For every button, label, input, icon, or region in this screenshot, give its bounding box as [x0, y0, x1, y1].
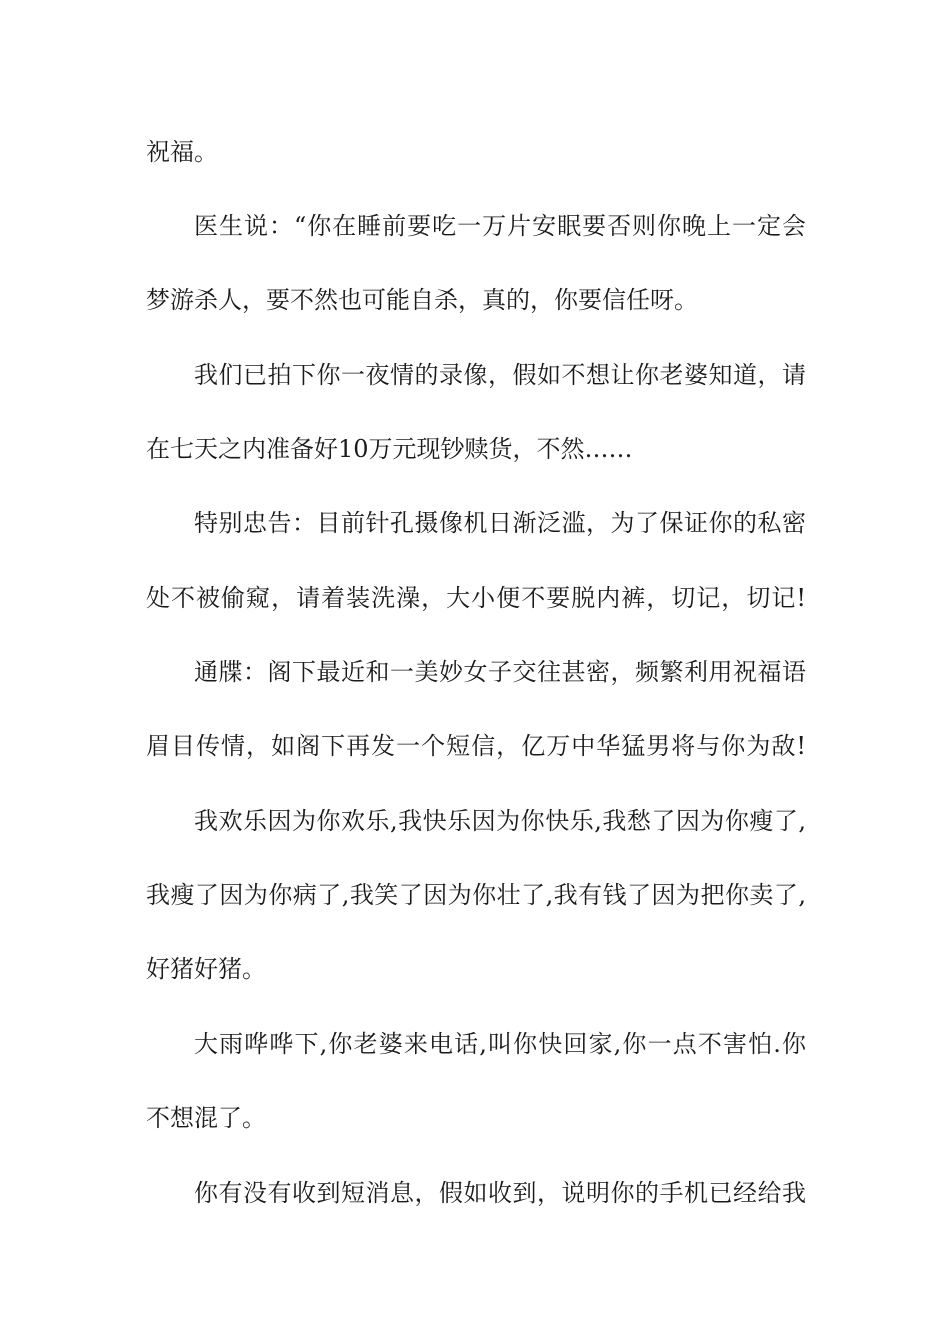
text-line-9: 眉目传情，如阁下再发一个短信，亿万中华猛男将与你为敌! [146, 732, 806, 760]
text-line-1: 祝福。 [146, 138, 218, 166]
text-line-7: 处不被偷窥，请着装洗澡，大小便不要脱内裤，切记，切记! [146, 584, 806, 612]
text-line-12: 好猪好猪。 [146, 955, 266, 983]
text-line-6: 特别忠告：目前针孔摄像机日渐泛滥，为了保证你的私密 [194, 509, 806, 537]
text-line-13: 大雨哗哗下,你老婆来电话,叫你快回家,你一点不害怕.你 [194, 1030, 806, 1058]
text-line-15: 你有没有收到短消息，假如收到，说明你的手机已经给我 [194, 1179, 806, 1207]
text-line-14: 不想混了。 [146, 1104, 266, 1132]
text-line-5: 在七天之内准备好10万元现钞赎货，不然…… [146, 435, 633, 463]
text-line-10: 我欢乐因为你欢乐,我快乐因为你快乐,我愁了因为你瘦了, [194, 807, 806, 835]
text-line-2: 医生说：“你在睡前要吃一万片安眠要否则你晚上一定会 [194, 212, 806, 240]
text-line-3: 梦游杀人，要不然也可能自杀，真的，你要信任呀。 [146, 286, 698, 314]
text-line-11: 我瘦了因为你病了,我笑了因为你壮了,我有钱了因为把你卖了, [146, 881, 806, 909]
text-line-4: 我们已拍下你一夜情的录像，假如不想让你老婆知道，请 [194, 361, 806, 389]
text-line-8: 通牒：阁下最近和一美妙女子交往甚密，频繁利用祝福语 [194, 658, 806, 686]
